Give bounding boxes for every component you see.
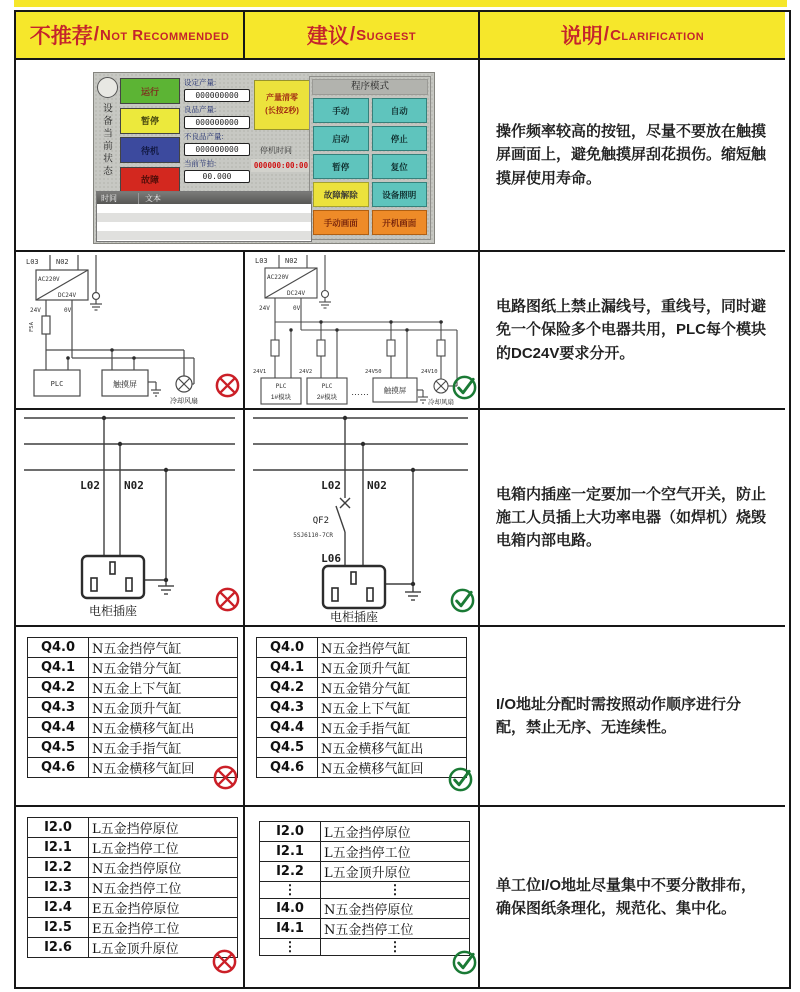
startup-screen-button[interactable]: 开机画面 [372,210,428,235]
bad-x-icon [212,764,239,791]
0v-label: 0V [64,307,72,314]
io-description: N五金错分气缸 [89,658,238,678]
io-address: Q4.2 [28,678,89,698]
io-address: I2.1 [260,842,321,862]
plc-label: PLC [50,380,64,388]
io-address: I2.6 [28,938,89,958]
io-description: E五金挡停工位 [89,918,238,938]
table-row [257,718,467,738]
header-en: Suggest [356,26,417,44]
stop-time-value: 000000:00:00 [251,159,311,172]
socket-diagram-bad [16,410,243,623]
table-row [257,738,467,758]
good-output-label: 良品产量: [184,105,217,114]
bad-x-icon [214,372,241,399]
io-description: E五金挡停原位 [89,898,238,918]
io-description: N五金手指气缸 [318,718,467,738]
io-address: Q4.0 [28,638,89,658]
reset-button[interactable]: 复位 [372,154,428,179]
good-check-icon [451,374,478,401]
24v-label: 24V [30,307,41,314]
l03-label: L03 [255,257,268,265]
io-description: N五金挡停原位 [321,899,470,919]
plc2-label-line2: 2#模块 [316,394,338,401]
header-en: Not Recommended [100,26,230,44]
header-en: Clarification [610,26,705,44]
table-row [260,822,470,842]
io-table-i-bad [27,817,238,958]
wires [24,418,235,594]
row4-bad-io-cell [16,627,245,807]
io-description: L五金顶升原位 [89,938,238,958]
io-description: N五金横移气缸回 [318,758,467,778]
table-row [257,658,467,678]
l03-label: L03 [26,258,39,266]
table-row [28,638,238,658]
n02-label: N02 [56,258,69,266]
table-row [260,862,470,882]
io-table-q-bad [27,637,238,778]
guideline-table [14,10,791,989]
ground-icon [322,291,329,298]
status-standby-button[interactable]: 待机 [120,137,180,163]
io-address: I2.0 [28,818,89,838]
dc-label: DC24V [58,292,77,299]
io-description: N五金手指气缸 [89,738,238,758]
header-col-not-recommended [16,12,245,60]
ellipsis-row [260,882,470,899]
io-address: Q4.3 [257,698,318,718]
io-description: N五金挡停气缸 [318,638,467,658]
header-zh: 不推荐 [29,25,93,48]
row3-clarification-cell [480,410,785,627]
io-address: Q4.1 [257,658,318,678]
table-row [257,758,467,778]
io-description: L五金挡停原位 [89,818,238,838]
row3-good-socket-cell [245,410,480,627]
device-status-title: 设备当前状态 [101,103,112,178]
table-row [28,678,238,698]
header-zh: 建议 [306,25,349,48]
table-row [260,899,470,919]
socket-icon [82,556,144,598]
fuse-icon [317,340,325,356]
socket-caption: 电柜插座 [88,604,138,618]
clear-button-line2: (长按2秒) [265,106,299,115]
io-table-q-good [256,637,467,778]
status-button-column [120,78,180,196]
io-address: Q4.4 [257,718,318,738]
0v-label: 0V [293,305,301,312]
clarification-text: I/O地址分配时需按照动作顺序进行分配，禁止无序、无连续性。 [496,695,742,736]
io-address: Q4.5 [257,738,318,758]
top-strip [14,0,787,7]
touchscreen-label: 触摸屏 [383,386,407,395]
row5-bad-io-cell [16,807,245,987]
alarm-log [96,191,312,242]
table-row [28,878,238,898]
ac-label: AC220V [267,274,289,281]
io-address: Q4.0 [257,638,318,658]
table-row [28,758,238,778]
table-row [260,919,470,939]
good-check-icon [451,949,478,976]
set-output-value: 000000000 [184,89,250,102]
manual-screen-button[interactable]: 手动画面 [313,210,369,235]
ellipsis-row [260,939,470,956]
fault-clear-button[interactable]: 故障解除 [313,182,369,207]
io-description: N五金上下气缸 [318,698,467,718]
row3-bad-socket-cell [16,410,245,627]
ellipsis: ⋮ [321,882,470,899]
fuse-icon [387,340,395,356]
hmi-logo [97,77,118,98]
fuse-icon [437,340,445,356]
l02-label: L02 [80,479,100,492]
circuit-diagram-bad [16,252,243,406]
n02-label: N02 [124,479,144,492]
cycle-time-value: 00.000 [184,170,250,183]
header-sep: / [603,24,610,45]
l02-label: L02 [321,479,341,492]
row1-clarification-cell [480,60,785,252]
io-description: N五金横移气缸出 [89,718,238,738]
table-row [257,638,467,658]
table-row [28,858,238,878]
io-address: I2.4 [28,898,89,918]
table-row [28,658,238,678]
table-row [28,698,238,718]
header-zh: 说明 [560,25,603,48]
io-address: I4.1 [260,919,321,939]
ellipsis: ⋮ [260,882,321,899]
program-mode-title: 程序模式 [312,79,428,95]
io-description: N五金上下气缸 [89,678,238,698]
io-address: I2.5 [28,918,89,938]
stop-time-label: 停机时间 [260,146,292,155]
fan-label: 冷却风扇 [170,398,198,405]
log-text-column: 文本 [145,193,161,203]
io-address: Q4.1 [28,658,89,678]
header-sep: / [349,24,356,45]
io-address: Q4.3 [28,698,89,718]
good-check-icon [447,766,474,793]
table-row [260,842,470,862]
status-fault-button[interactable]: 故障 [120,167,180,193]
stop-button[interactable]: 停止 [372,126,428,151]
good-check-icon [449,587,476,614]
log-time-column: 时间 [97,193,139,204]
table-row [257,678,467,698]
branch-24v10-label: 24V10 [421,369,438,375]
plc1-label-line1: PLC [275,383,287,390]
pause-button[interactable]: 暂停 [313,154,369,179]
plc1-label-line2: 1#模块 [270,394,292,401]
branch-24v50-label: 24V50 [365,369,382,375]
table-row [28,898,238,918]
header-sep: / [93,24,99,45]
bad-output-label: 不良品产量: [184,132,224,141]
io-address: Q4.5 [28,738,89,758]
ac-label: AC220V [38,276,60,283]
io-description: N五金顶升气缸 [318,658,467,678]
socket-icon [323,566,385,608]
ground-icon [93,293,100,300]
junction-dots [343,416,415,586]
clarification-text: 电箱内插座一定要加一个空气开关，防止施工人员插上大功率电器（如焊机）烧毁电箱内部电路。 [496,485,767,550]
table-row [28,938,238,958]
set-output-label: 设定产量: [184,78,217,87]
touchscreen-label: 触摸屏 [113,380,137,389]
log-row [97,204,311,213]
program-mode-panel [309,76,431,240]
branch-24v1-label: 24V1 [253,369,267,375]
header-col-clarification [480,12,785,60]
io-table-i-good [259,821,470,956]
io-address: I2.2 [28,858,89,878]
status-run-button[interactable]: 运行 [120,78,180,104]
io-address: Q4.6 [257,758,318,778]
table-row [257,698,467,718]
bad-x-icon [214,586,241,613]
row1-hmi-example-cell [16,60,480,252]
io-description: N五金挡停工位 [89,878,238,898]
io-description: N五金挡停工位 [321,919,470,939]
alarm-log-header [97,192,311,204]
fuse-label: F5A [29,322,35,332]
auto-button[interactable]: 自动 [372,98,428,123]
bad-output-value: 000000000 [184,143,250,156]
fuse-icon [271,340,279,356]
row5-clarification-cell [480,807,785,987]
row4-clarification-cell [480,627,785,807]
clarification-text: 操作频率较高的按钮，尽量不要放在触摸屏画面上，避免触摸屏刮花损伤。缩短触摸屏使用寿命。 [496,123,767,187]
manual-button[interactable]: 手动 [313,98,369,123]
circuit-diagram-good [245,252,476,406]
row2-bad-circuit-cell [16,252,245,410]
bad-x-icon [211,948,238,975]
io-description: N五金挡停气缸 [89,638,238,658]
dc-label: DC24V [287,290,306,297]
io-description: L五金挡停工位 [89,838,238,858]
io-description: N五金错分气缸 [318,678,467,698]
hmi-screenshot [93,72,435,244]
ellipsis: ⋮ [260,939,321,956]
io-description: L五金挡停原位 [321,822,470,842]
ellipsis-label: …… [351,387,369,397]
io-address: Q4.4 [28,718,89,738]
table-row [28,718,238,738]
row4-good-io-cell [245,627,480,807]
io-address: I2.0 [260,822,321,842]
junction-dots [102,416,168,582]
log-row [97,231,311,240]
clarification-text: 电路图纸上禁止漏线号，重线号，同时避免一个保险多个电器共用，PLC每个模块的DC24V要求分开。 [496,298,767,362]
24v-label: 24V [259,305,270,312]
n02-label: N02 [367,479,387,492]
breaker-model-label: 5SJ6110-7CR [293,532,333,539]
fan-label: 冷却风扇 [428,399,454,406]
io-address: I2.2 [260,862,321,882]
io-description: L五金挡停工位 [321,842,470,862]
io-address: Q4.6 [28,758,89,778]
clear-button-line1: 产量清零 [266,93,298,103]
branch-24v2-label: 24V2 [299,369,313,375]
socket-diagram-good [245,410,476,623]
table-row [28,738,238,758]
log-row [97,213,311,222]
table-row [28,818,238,838]
io-description: N五金横移气缸回 [89,758,238,778]
io-address: I2.1 [28,838,89,858]
row2-clarification-cell [480,252,785,410]
table-row [28,838,238,858]
log-row [97,222,311,231]
io-description: N五金挡停原位 [89,858,238,878]
clear-production-button[interactable] [254,80,310,130]
n02-label: N02 [285,257,298,265]
io-description: N五金顶升气缸 [89,698,238,718]
io-address: I4.0 [260,899,321,919]
clarification-text: 单工位I/O地址尽量集中不要分散排布，确保图纸条理化，规范化、集中化。 [496,876,757,917]
program-mode-buttons [310,97,430,236]
table-row [28,918,238,938]
io-address: I2.3 [28,878,89,898]
row2-good-circuit-cell [245,252,480,410]
l06-label: L06 [321,552,341,565]
status-pause-button[interactable]: 暂停 [120,108,180,134]
plc2-label-line1: PLC [321,383,333,390]
cycle-time-label: 当前节拍: [184,159,217,168]
equipment-light-button[interactable]: 设备照明 [372,182,428,207]
good-output-value: 000000000 [184,116,250,129]
header-col-suggest [245,12,480,60]
ellipsis: ⋮ [321,939,470,956]
fuse-icon [42,316,50,334]
start-button[interactable]: 启动 [313,126,369,151]
io-address: Q4.2 [257,678,318,698]
production-counters [184,77,250,185]
io-description: L五金顶升原位 [321,862,470,882]
row5-good-io-cell [245,807,480,987]
socket-caption: 电柜插座 [329,610,379,623]
wires [253,418,468,600]
breaker-name-label: QF2 [312,516,329,526]
io-description: N五金横移气缸出 [318,738,467,758]
